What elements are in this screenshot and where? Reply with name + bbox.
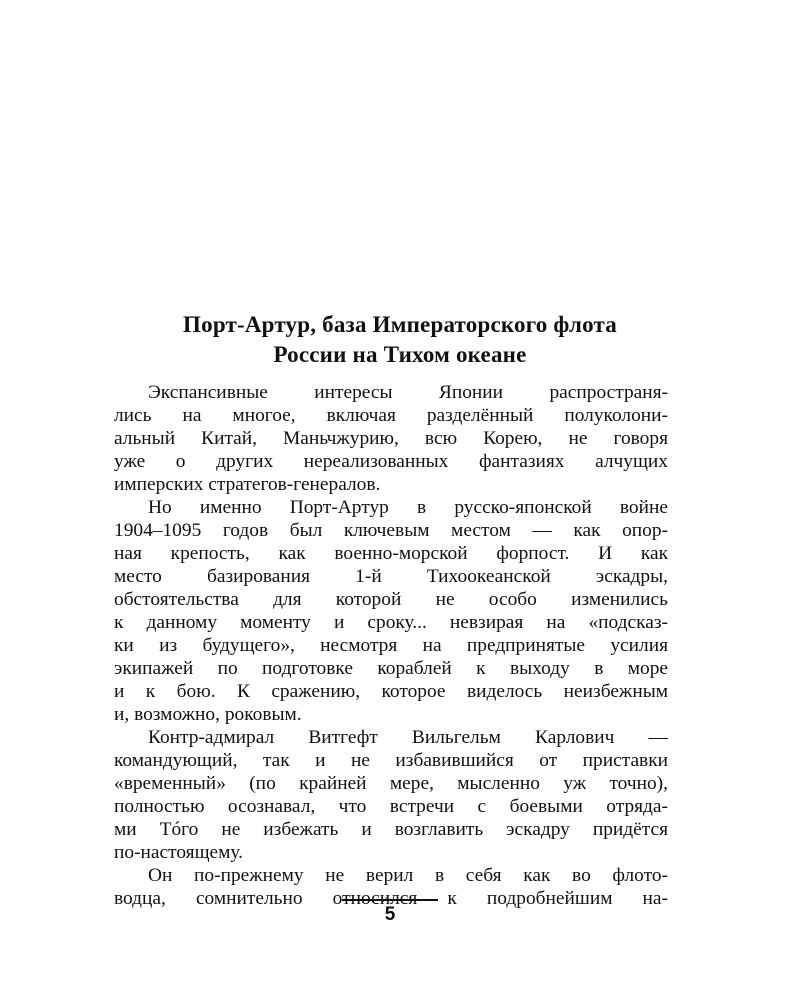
body-text	[114, 381, 668, 910]
paragraph-4-line: Он по-прежнему не верил в себя как во флото-	[148, 865, 668, 886]
chapter-title	[100, 310, 700, 370]
paragraph-2-line: и к бою. К сражению, которое виделось неизбежным	[114, 681, 668, 702]
footer-divider	[342, 899, 438, 901]
paragraph-1-line: уже о других нереализованных фантазиях алчущих	[114, 451, 668, 472]
paragraph-2-line: экипажей по подготовке кораблей к выходу в море	[114, 658, 668, 679]
paragraph-3-line: Контр-адмирал Витгефт Вильгельм Карлович —	[148, 727, 668, 748]
paragraph-3-line: полностью осознавал, что встречи с боевыми отряда-	[114, 796, 668, 817]
paragraph-3-line: ми Тóго не избежать и возглавить эскадру придётся	[114, 819, 668, 840]
chapter-title-line-2: России на Тихом океане	[273, 342, 527, 367]
paragraph-3-line: «временный» (по крайней мере, мысленно уж точно),	[114, 773, 668, 794]
paragraph-1-line: имперских стратегов-генералов.	[114, 474, 381, 495]
paragraph-4-line: водца, сомнительно относился к подробнейшим на-	[114, 888, 668, 909]
paragraph-2-line: обстоятельства для которой не особо изменились	[114, 589, 668, 610]
paragraph-2-line: и, возможно, роковым.	[114, 704, 302, 725]
paragraph-2-line: ная крепость, как военно-морской форпост. И как	[114, 543, 668, 564]
paragraph-2-line: Но именно Порт-Артур в русско-японской войне	[148, 497, 668, 518]
paragraph-2-line: к данному моменту и сроку... невзирая на «подсказ-	[114, 612, 668, 633]
paragraph-2-line: ки из будущего», несмотря на предпринятые усилия	[114, 635, 668, 656]
paragraph-1-line: лись на многое, включая разделённый полуколони-	[114, 405, 668, 426]
paragraph-1-line: альный Китай, Маньчжурию, всю Корею, не говоря	[114, 428, 668, 449]
page-number: 5	[384, 904, 396, 925]
paragraph-3-line: командующий, так и не избавившийся от приставки	[114, 750, 668, 771]
chapter-title-line-1: Порт-Артур, база Императорского флота	[183, 312, 617, 337]
paragraph-3-line: по-настоящему.	[114, 842, 243, 863]
paragraph-2-line: место базирования 1-й Тихоокеанской эскадры,	[114, 566, 668, 587]
paragraph-1-line: Экспансивные интересы Японии распространя-	[148, 382, 668, 403]
paragraph-2-line: 1904–1095 годов был ключевым местом — как опор-	[114, 520, 668, 541]
